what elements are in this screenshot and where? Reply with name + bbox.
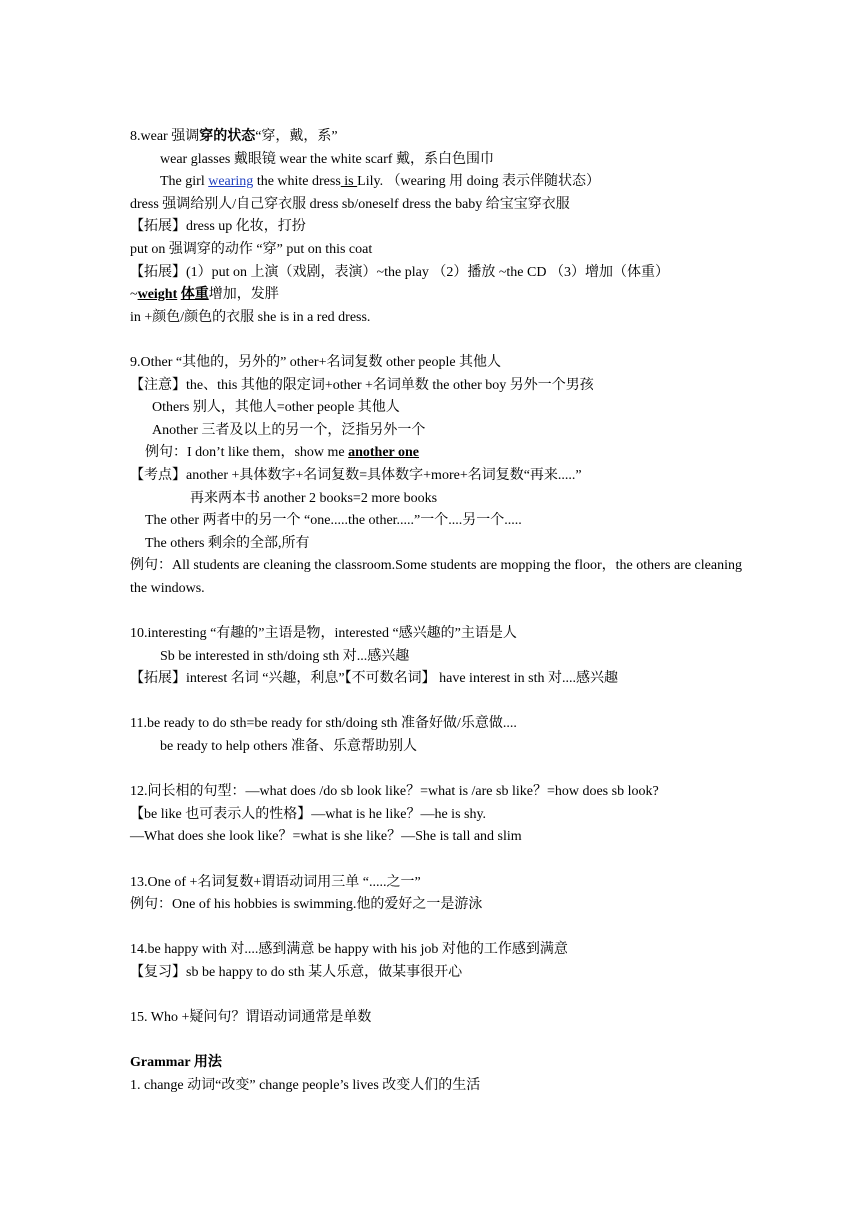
text-run: the white dress (253, 174, 341, 190)
section-9-line-2: 【注意】the、this 其他的限定词+other +名词单数 the other boy 另外一个男孩 (130, 377, 594, 393)
blank-line (130, 759, 750, 782)
bold-text: 穿的状态 (199, 129, 256, 144)
section-13-line-2: 例句：One of his hobbies is swimming.他的爱好之一是游泳 (130, 897, 483, 913)
section-12-line-3: —What does she look like？=what is she like？—She is tall and slim (130, 829, 522, 845)
section-8-line-8 (130, 284, 750, 307)
blank-line (130, 329, 750, 352)
section-9-line-4: Another 三者及以上的另一个，泛指另外一个 (152, 422, 426, 438)
grammar-line-1: 1. change 动词“改变” change people’s lives 改变人们的生活 (130, 1077, 481, 1093)
text-run: The girl (160, 174, 209, 190)
section-11-line-2: be ready to help others 准备、乐意帮助别人 (160, 739, 418, 755)
section-10-heading: 10.interesting “有趣的”主语是物，interested “感兴趣的”主语是人 (130, 626, 517, 642)
section-12-heading: 12.问长相的句型：—what does /do sb look like？=what is /are sb like？=how does sb look? (130, 784, 659, 800)
blank-line (130, 600, 750, 623)
document-page (130, 126, 750, 1098)
section-8-line-5: 【拓展】dress up 化妆，打扮 (130, 219, 306, 235)
section-8-heading (130, 126, 750, 149)
section-8-line-3 (130, 171, 750, 194)
text-run: 例句：I don’t like them，show me (145, 445, 349, 461)
text-run: “穿，戴，系” (255, 129, 338, 144)
section-8-line-7: 【拓展】(1）put on 上演（戏剧，表演）~the play （2）播放 ~the CD （3）增加（体重） (130, 264, 669, 280)
section-9-line-9: The others 剩余的全部,所有 (145, 535, 310, 551)
section-10-line-2: Sb be interested in sth/doing sth 对...感兴趣 (160, 648, 410, 664)
section-15-heading: 15. Who +疑问句？谓语动词通常是单数 (130, 1010, 372, 1026)
section-9-line-7: 再来两本书 another 2 books=2 more books (190, 490, 438, 506)
hyperlink-wearing[interactable]: wearing (208, 174, 254, 190)
section-9-line-6: 【考点】another +具体数字+名词复数=具体数字+more+名词复数“再来.....” (130, 467, 582, 483)
bold-underlined-text: 体重 (180, 287, 209, 303)
section-9-line-10: 例句：All students are cleaning the classroom.Some students are mopping the floor，the others are cleaning the windows. (130, 558, 742, 596)
blank-line (130, 917, 750, 940)
blank-line (130, 1030, 750, 1053)
text-run: ~ (130, 287, 138, 303)
blank-line (130, 849, 750, 872)
section-8-line-2: wear glasses 戴眼镜 wear the white scarf 戴，系白色围巾 (160, 151, 494, 167)
section-8-line-6: put on 强调穿的动作 “穿” put on this coat (130, 241, 373, 257)
section-9-line-8: The other 两者中的另一个 “one.....the other.....”一个....另一个..... (145, 513, 522, 529)
section-14-line-2: 【复习】sb be happy to do sth 某人乐意，做某事很开心 (130, 964, 463, 980)
section-10-line-3: 【拓展】interest 名词 “兴趣，利息”【不可数名词】 have interest in sth 对....感兴趣 (130, 671, 618, 687)
bold-underlined-text: another one (348, 445, 420, 461)
section-9-heading: 9.Other “其他的，另外的” other+名词复数 other people 其他人 (130, 354, 502, 370)
text-run: 增加，发胖 (208, 287, 279, 303)
blank-line (130, 985, 750, 1008)
section-8-line-9: in +颜色/颜色的衣服 she is in a red dress. (130, 309, 371, 325)
section-12-line-2: 【be like 也可表示人的性格】—what is he like？—he is shy. (130, 806, 487, 822)
text-run: 8.wear 强调 (130, 129, 200, 144)
section-9-line-5 (130, 442, 750, 465)
section-14-heading: 14.be happy with 对....感到满意 be happy with his job 对他的工作感到满意 (130, 942, 568, 958)
section-13-heading: 13.One of +名词复数+谓语动词用三单 “.....之一” (130, 874, 421, 890)
underlined-text: is (340, 174, 358, 190)
section-11-heading: 11.be ready to do sth=be ready for sth/doing sth 准备好做/乐意做.... (130, 716, 517, 732)
blank-line (130, 691, 750, 714)
section-8-line-4: dress 强调给别人/自己穿衣服 dress sb/oneself dress the baby 给宝宝穿衣服 (130, 196, 570, 212)
bold-underlined-text: weight (137, 287, 178, 303)
grammar-heading: Grammar 用法 (130, 1055, 222, 1071)
section-9-line-3: Others 别人，其他人=other people 其他人 (152, 400, 400, 416)
text-run: Lily. （wearing 用 doing 表示伴随状态） (357, 174, 601, 190)
